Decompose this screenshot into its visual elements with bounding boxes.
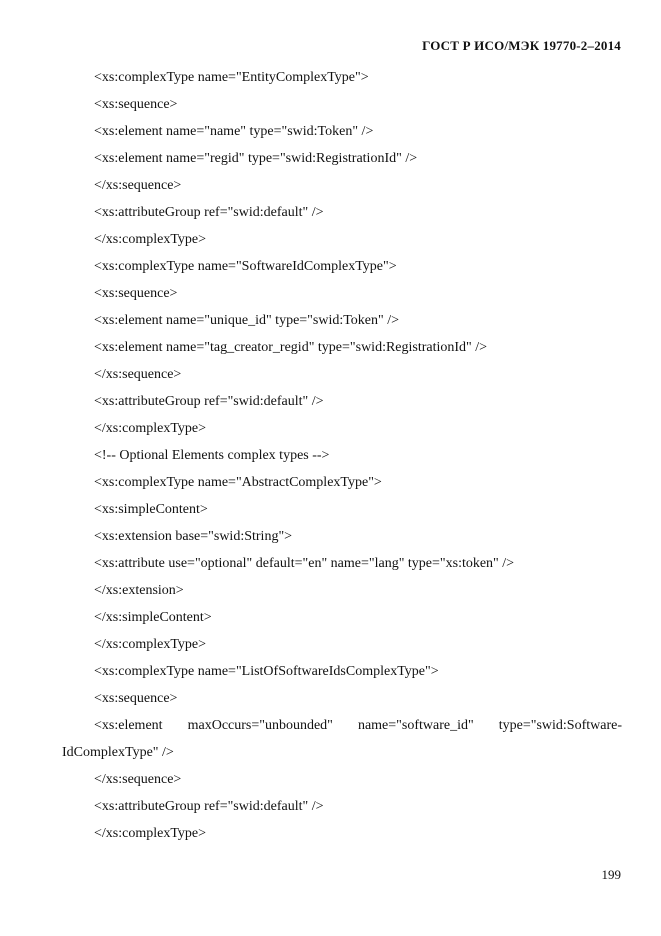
code-line: <xs:attributeGroup ref="swid:default" /> — [94, 205, 324, 220]
code-line: <xs:complexType name="EntityComplexType"> — [94, 70, 369, 85]
code-line: <xs:attributeGroup ref="swid:default" /> — [94, 799, 324, 814]
code-line: <xs:element name="name" type="swid:Token" /> — [94, 124, 374, 139]
code-line: </xs:simpleContent> — [94, 610, 212, 625]
page-number: 199 — [601, 867, 621, 882]
code-line: <xs:complexType name="AbstractComplexType"> — [94, 475, 382, 490]
code-line: <xs:sequence> — [94, 691, 178, 706]
code-line: <xs:element name="regid" type="swid:RegistrationId" /> — [94, 151, 418, 166]
code-line: </xs:sequence> — [94, 367, 182, 382]
code-line: <xs:attributeGroup ref="swid:default" /> — [94, 394, 324, 409]
code-line: <xs:attribute use="optional" default="en" name="lang" type="xs:token" /> — [94, 556, 515, 571]
code-line-continuation: IdComplexType" /> — [62, 745, 174, 760]
code-line: </xs:complexType> — [94, 637, 207, 652]
code-line: </xs:complexType> — [94, 826, 207, 841]
code-line: </xs:sequence> — [94, 178, 182, 193]
code-line: </xs:complexType> — [94, 232, 207, 247]
code-line: <xs:element name="tag_creator_regid" type="swid:RegistrationId" /> — [94, 340, 488, 355]
code-line: <xs:simpleContent> — [94, 502, 208, 517]
xml-schema-listing — [62, 70, 622, 853]
code-line: <xs:sequence> — [94, 286, 178, 301]
code-line: </xs:sequence> — [94, 772, 182, 787]
running-header: ГОСТ Р ИСО/МЭК 19770-2–2014 — [422, 38, 621, 53]
code-line: </xs:extension> — [94, 583, 184, 598]
code-line: <xs:element name="unique_id" type="swid:Token" /> — [94, 313, 400, 328]
code-line: <xs:extension base="swid:String"> — [94, 529, 293, 544]
code-comment-line: <!-- Optional Elements complex types --> — [94, 448, 330, 463]
code-line: <xs:sequence> — [94, 97, 178, 112]
code-line: <xs:complexType name="ListOfSoftwareIdsComplexType"> — [94, 664, 439, 679]
code-line: </xs:complexType> — [94, 421, 207, 436]
code-line-wrapped: <xs:element maxOccurs="unbounded" name="software_id" type="swid:Software- — [94, 718, 622, 733]
code-line: <xs:complexType name="SoftwareIdComplexType"> — [94, 259, 397, 274]
